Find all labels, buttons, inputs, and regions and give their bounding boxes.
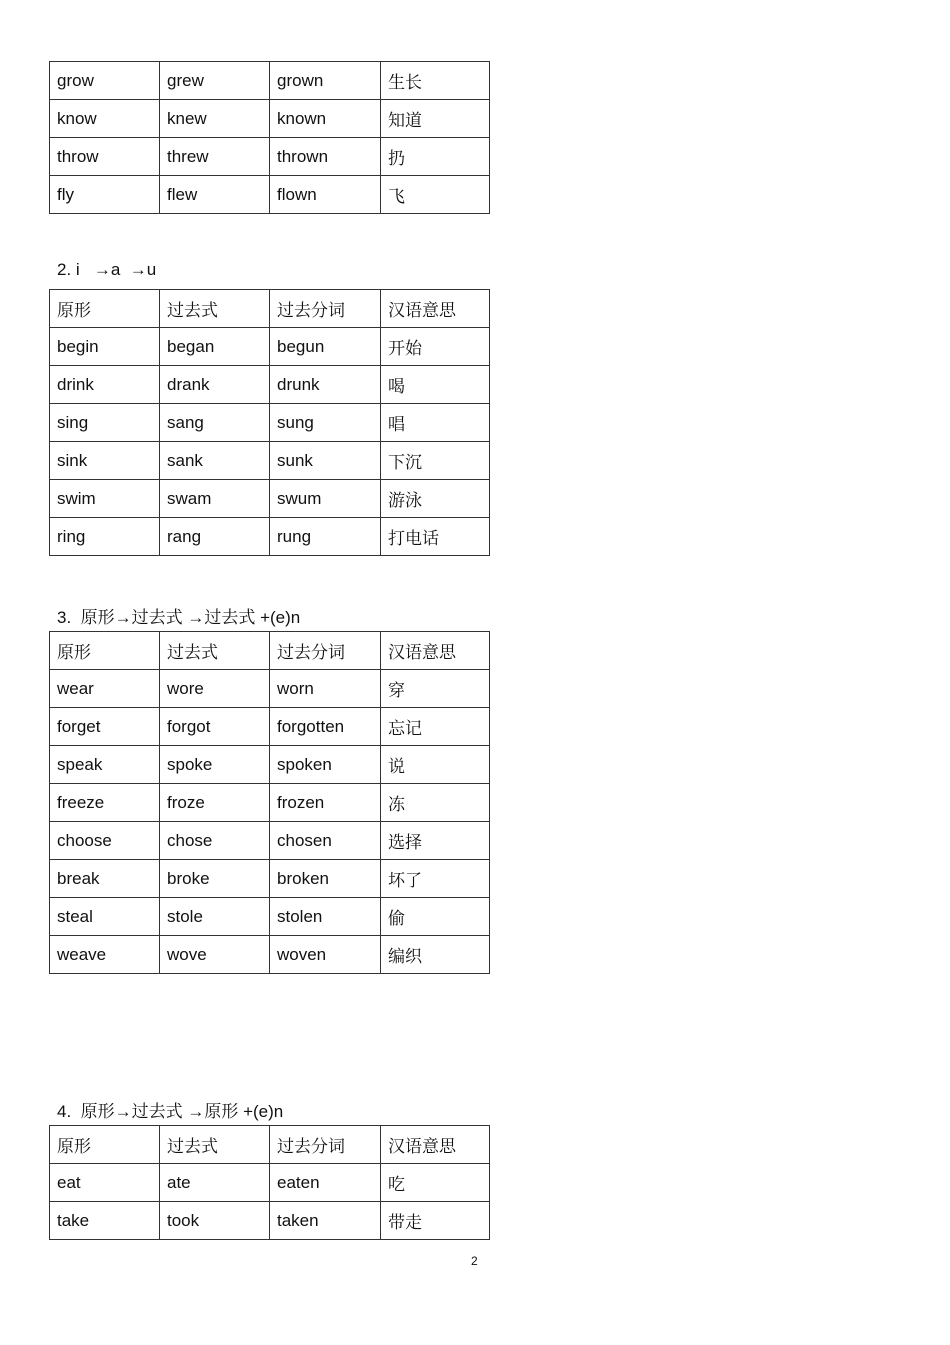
table-cell: swam xyxy=(160,480,270,518)
table-header-cell: 过去式 xyxy=(160,632,270,670)
table-cell: weave xyxy=(50,936,160,974)
table-cell: woven xyxy=(270,936,381,974)
table-cell: 下沉 xyxy=(381,442,490,480)
table-cell: 喝 xyxy=(381,366,490,404)
table-cell: 编织 xyxy=(381,936,490,974)
table-cell: chose xyxy=(160,822,270,860)
table-cell: 唱 xyxy=(381,404,490,442)
table-cell: 坏了 xyxy=(381,860,490,898)
table-cell: broken xyxy=(270,860,381,898)
table-cell: froze xyxy=(160,784,270,822)
verb-table-4 xyxy=(49,1125,490,1240)
table-cell: 穿 xyxy=(381,670,490,708)
table-cell: eaten xyxy=(270,1164,381,1202)
table-cell: drunk xyxy=(270,366,381,404)
table-row xyxy=(50,1164,490,1202)
table-row xyxy=(50,936,490,974)
table-header-cell: 汉语意思 xyxy=(381,1126,490,1164)
verb-table-2 xyxy=(49,289,490,556)
page-number: 2 xyxy=(471,1254,478,1268)
table-row xyxy=(50,708,490,746)
table-cell: forget xyxy=(50,708,160,746)
table-header-cell: 过去分词 xyxy=(270,1126,381,1164)
table-cell: speak xyxy=(50,746,160,784)
table-row xyxy=(50,822,490,860)
table-cell: 知道 xyxy=(381,100,490,138)
table-cell: rang xyxy=(160,518,270,556)
table-cell: broke xyxy=(160,860,270,898)
table-cell: took xyxy=(160,1202,270,1240)
table-cell: forgotten xyxy=(270,708,381,746)
table-row xyxy=(50,670,490,708)
table-cell: fly xyxy=(50,176,160,214)
table-cell: sink xyxy=(50,442,160,480)
table-cell: spoken xyxy=(270,746,381,784)
section-heading: 4. 原形→过去式 →原形 +(e)n xyxy=(57,1102,284,1121)
table-cell: begun xyxy=(270,328,381,366)
table-cell: sung xyxy=(270,404,381,442)
table-cell: began xyxy=(160,328,270,366)
table-cell: 选择 xyxy=(381,822,490,860)
table-row xyxy=(50,328,490,366)
table-cell: wore xyxy=(160,670,270,708)
table-cell: 忘记 xyxy=(381,708,490,746)
table-header-cell: 汉语意思 xyxy=(381,290,490,328)
table-cell: ring xyxy=(50,518,160,556)
table-row xyxy=(50,62,490,100)
table-cell: 说 xyxy=(381,746,490,784)
table-row xyxy=(50,100,490,138)
table-header-cell: 汉语意思 xyxy=(381,632,490,670)
table-cell: freeze xyxy=(50,784,160,822)
table-cell: spoke xyxy=(160,746,270,784)
table-cell: frozen xyxy=(270,784,381,822)
table-header-cell: 过去分词 xyxy=(270,290,381,328)
table-cell: 吃 xyxy=(381,1164,490,1202)
table-cell: sank xyxy=(160,442,270,480)
table-cell: drink xyxy=(50,366,160,404)
table-cell: 冻 xyxy=(381,784,490,822)
table-cell: rung xyxy=(270,518,381,556)
table-row xyxy=(50,176,490,214)
table-cell: grew xyxy=(160,62,270,100)
table-cell: wear xyxy=(50,670,160,708)
table-row xyxy=(50,518,490,556)
table-header-row xyxy=(50,1126,490,1164)
table-row xyxy=(50,480,490,518)
table-row xyxy=(50,366,490,404)
verb-table-3 xyxy=(49,631,490,974)
table-cell: threw xyxy=(160,138,270,176)
table-cell: knew xyxy=(160,100,270,138)
table-row xyxy=(50,404,490,442)
verb-table-1 xyxy=(49,61,490,214)
table-cell: swim xyxy=(50,480,160,518)
table-row xyxy=(50,784,490,822)
table-cell: 扔 xyxy=(381,138,490,176)
table-cell: known xyxy=(270,100,381,138)
table-cell: stolen xyxy=(270,898,381,936)
table-cell: begin xyxy=(50,328,160,366)
table-cell: throw xyxy=(50,138,160,176)
table-cell: eat xyxy=(50,1164,160,1202)
table-cell: worn xyxy=(270,670,381,708)
table-cell: 打电话 xyxy=(381,518,490,556)
table-row xyxy=(50,442,490,480)
table-cell: chosen xyxy=(270,822,381,860)
table-cell: flew xyxy=(160,176,270,214)
table-header-cell: 过去分词 xyxy=(270,632,381,670)
table-cell: 偷 xyxy=(381,898,490,936)
table-cell: swum xyxy=(270,480,381,518)
table-row xyxy=(50,138,490,176)
table-cell: taken xyxy=(270,1202,381,1240)
table-header-cell: 原形 xyxy=(50,1126,160,1164)
table-cell: 游泳 xyxy=(381,480,490,518)
table-cell: 飞 xyxy=(381,176,490,214)
table-cell: sing xyxy=(50,404,160,442)
section-heading: 2. i →a →u xyxy=(57,260,157,279)
table-header-row xyxy=(50,632,490,670)
table-cell: thrown xyxy=(270,138,381,176)
table-cell: know xyxy=(50,100,160,138)
table-header-row xyxy=(50,290,490,328)
table-row xyxy=(50,746,490,784)
section-heading: 3. 原形→过去式 →过去式 +(e)n xyxy=(57,608,301,627)
table-row xyxy=(50,860,490,898)
table-cell: grow xyxy=(50,62,160,100)
table-header-cell: 过去式 xyxy=(160,290,270,328)
table-cell: break xyxy=(50,860,160,898)
table-cell: 生长 xyxy=(381,62,490,100)
table-cell: wove xyxy=(160,936,270,974)
table-cell: sang xyxy=(160,404,270,442)
table-cell: 带走 xyxy=(381,1202,490,1240)
table-row xyxy=(50,898,490,936)
table-cell: 开始 xyxy=(381,328,490,366)
table-row xyxy=(50,1202,490,1240)
table-cell: flown xyxy=(270,176,381,214)
table-cell: take xyxy=(50,1202,160,1240)
table-header-cell: 原形 xyxy=(50,290,160,328)
table-cell: sunk xyxy=(270,442,381,480)
table-cell: ate xyxy=(160,1164,270,1202)
table-cell: steal xyxy=(50,898,160,936)
table-cell: stole xyxy=(160,898,270,936)
table-cell: choose xyxy=(50,822,160,860)
table-header-cell: 过去式 xyxy=(160,1126,270,1164)
table-cell: drank xyxy=(160,366,270,404)
table-cell: forgot xyxy=(160,708,270,746)
table-cell: grown xyxy=(270,62,381,100)
table-header-cell: 原形 xyxy=(50,632,160,670)
